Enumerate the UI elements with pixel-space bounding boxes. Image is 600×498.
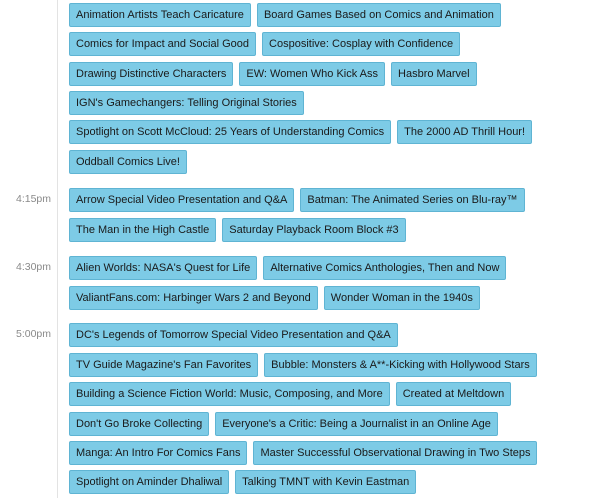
session-item[interactable]: ValiantFans.com: Harbinger Wars 2 and Beyond (69, 286, 318, 310)
session-item[interactable]: Bubble: Monsters & A**-Kicking with Hollywood Stars (264, 353, 537, 377)
session-item[interactable]: Building a Science Fiction World: Music, Composing, and More (69, 382, 390, 406)
time-label-415pm: 4:15pm (16, 193, 52, 205)
session-row (69, 91, 304, 115)
session-item[interactable]: Drawing Distinctive Characters (69, 62, 233, 86)
session-item[interactable]: The 2000 AD Thrill Hour! (397, 120, 532, 144)
session-row (69, 382, 511, 406)
session-item[interactable]: The Man in the High Castle (69, 218, 216, 242)
session-item[interactable]: EW: Women Who Kick Ass (239, 62, 385, 86)
session-row (69, 323, 398, 347)
session-item[interactable]: Master Successful Observational Drawing in Two Steps (253, 441, 537, 465)
time-column-divider (57, 0, 58, 498)
session-row (69, 62, 477, 86)
session-item[interactable]: Oddball Comics Live! (69, 150, 187, 174)
session-item[interactable]: Hasbro Marvel (391, 62, 477, 86)
session-item[interactable]: IGN's Gamechangers: Telling Original Stories (69, 91, 304, 115)
session-item[interactable]: Board Games Based on Comics and Animation (257, 3, 501, 27)
session-item[interactable]: Alien Worlds: NASA's Quest for Life (69, 256, 257, 280)
session-item[interactable]: Created at Meltdown (396, 382, 512, 406)
session-row (69, 150, 187, 174)
session-row (69, 353, 537, 377)
session-row (69, 3, 501, 27)
session-item[interactable]: Saturday Playback Room Block #3 (222, 218, 405, 242)
session-item[interactable]: Cospositive: Cosplay with Confidence (262, 32, 460, 56)
session-row (69, 441, 537, 465)
session-item[interactable]: Arrow Special Video Presentation and Q&A (69, 188, 294, 212)
session-item[interactable]: Batman: The Animated Series on Blu-ray™ (300, 188, 524, 212)
session-item[interactable]: Alternative Comics Anthologies, Then and Now (263, 256, 506, 280)
session-item[interactable]: TV Guide Magazine's Fan Favorites (69, 353, 258, 377)
session-item[interactable]: Talking TMNT with Kevin Eastman (235, 470, 416, 494)
session-item[interactable]: Everyone's a Critic: Being a Journalist in an Online Age (215, 412, 498, 436)
session-row (69, 120, 532, 144)
session-item[interactable]: Comics for Impact and Social Good (69, 32, 256, 56)
time-label-500pm: 5:00pm (16, 328, 52, 340)
session-item[interactable]: Don't Go Broke Collecting (69, 412, 209, 436)
session-item[interactable]: Wonder Woman in the 1940s (324, 286, 480, 310)
session-row (69, 218, 406, 242)
session-item[interactable]: DC's Legends of Tomorrow Special Video Presentation and Q&A (69, 323, 398, 347)
time-label-430pm: 4:30pm (16, 261, 52, 273)
session-row (69, 188, 525, 212)
session-row (69, 256, 506, 280)
session-item[interactable]: Manga: An Intro For Comics Fans (69, 441, 247, 465)
session-row (69, 32, 460, 56)
session-item[interactable]: Animation Artists Teach Caricature (69, 3, 251, 27)
session-row (69, 286, 480, 310)
session-item[interactable]: Spotlight on Aminder Dhaliwal (69, 470, 229, 494)
session-row (69, 412, 498, 436)
session-item[interactable]: Spotlight on Scott McCloud: 25 Years of Understanding Comics (69, 120, 391, 144)
session-row (69, 470, 416, 494)
